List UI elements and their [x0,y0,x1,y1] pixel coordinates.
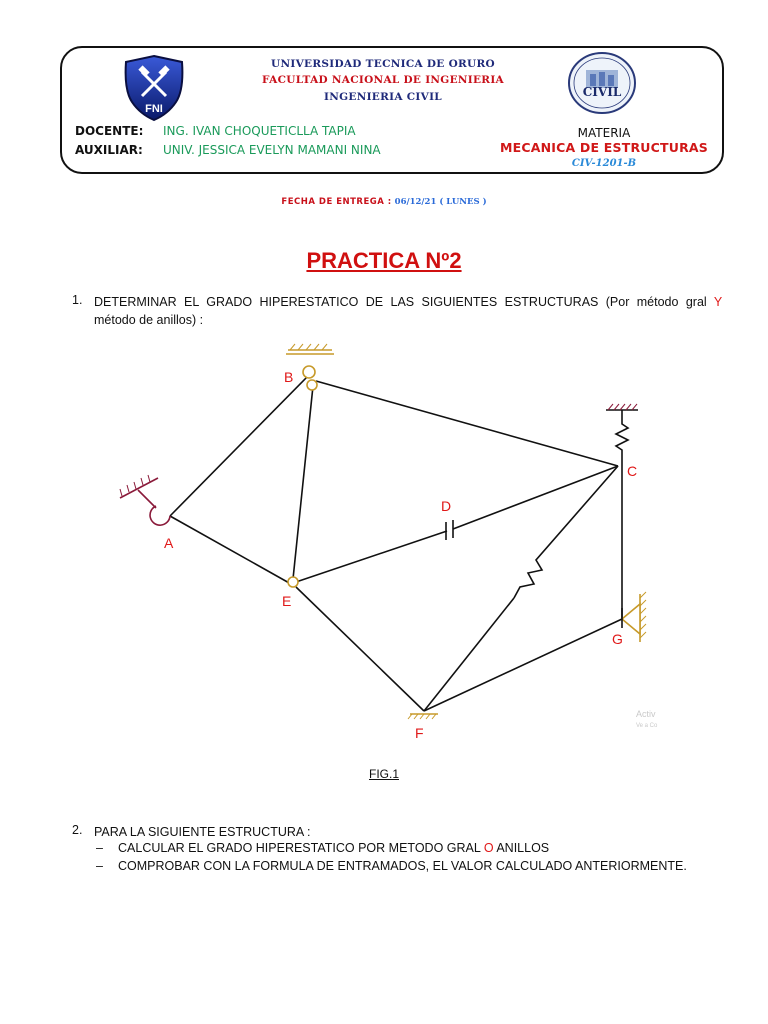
question-2-bullet-1 [96,841,549,855]
structure-diagram [110,338,670,748]
figure-caption: FIG.1 [368,767,399,781]
member-a-b [170,376,308,516]
question-2-text: PARA LA SIGUIENTE ESTRUCTURA : [94,825,311,839]
spring-c-support [616,410,628,466]
page-title: PRACTICA Nº2 [306,248,462,273]
civil-logo [566,50,638,116]
member-f-g [424,619,622,711]
faculty-name: FACULTAD NACIONAL DE INGENIERIA [262,74,504,86]
node-label-g: G [612,631,623,647]
bullet-1-highlight: O [483,841,494,855]
member-f-c [424,598,514,711]
member-e-d [296,531,447,582]
node-label-b: B [284,369,294,385]
node-label-e: E [282,593,292,609]
node-label-f: F [415,725,424,741]
question-1-text-before: DETERMINAR EL GRADO HIPERESTATICO DE LAS SIGUIENTES ESTRUCTURAS (Por método gral [94,295,714,309]
node-label-d: D [441,498,452,514]
support-g [622,594,640,642]
due-date-label: FECHA DE ENTREGA : [281,197,392,207]
member-a-e [170,516,291,584]
materia-label: MATERIA [577,126,631,140]
university-name: UNIVERSIDAD TECNICA DE ORURO [271,58,495,70]
auxiliar-name: UNIV. JESSICA EVELYN MAMANI NINA [163,143,381,157]
question-2-bullet-2 [96,859,687,873]
bullet-1-after: ANILLOS [493,841,550,855]
docente-label: DOCENTE: [75,124,144,138]
activation-watermark [636,708,657,732]
materia-name: MECANICA DE ESTRUCTURAS [500,140,708,155]
member-e-f [296,587,424,711]
node-label-c: C [627,463,638,479]
question-1-text-after: método de anillos) : [94,313,204,327]
civil-logo-text: CIVIL [582,85,622,99]
bullet-dash: – [96,859,103,873]
due-date-value: 06/12/21 ( LUNES ) [394,197,487,207]
bullet-1-before: CALCULAR EL GRADO HIPERESTATICO POR METODO GRAL [118,841,484,855]
member-b-e [293,386,313,579]
career-name: INGENIERIA CIVIL [324,91,442,103]
question-1-highlight: Y [713,295,722,309]
due-date [0,197,768,207]
fni-logo [92,50,212,124]
question-1-text [94,293,722,329]
hinge-e [288,577,298,587]
member-b-c [316,381,618,466]
docente-name: ING. IVAN CHOQUETICLLA TAPIA [163,124,356,138]
watermark-line-1: Activ [636,709,656,719]
member-d-c [453,466,618,529]
bullet-2-text: COMPROBAR CON LA FORMULA DE ENTRAMADOS, EL VALOR CALCULADO ANTERIORMENTE. [118,859,687,873]
auxiliar-label: AUXILIAR: [75,143,143,157]
materia-code: CIV-1201-B [571,158,637,169]
question-2-number: 2. [72,823,83,837]
question-1-number: 1. [72,293,83,307]
fni-logo-text: FNI [145,103,163,115]
watermark-line-2: Ve a Co [636,723,658,729]
node-label-a: A [164,535,174,551]
bullet-dash: – [96,841,103,855]
